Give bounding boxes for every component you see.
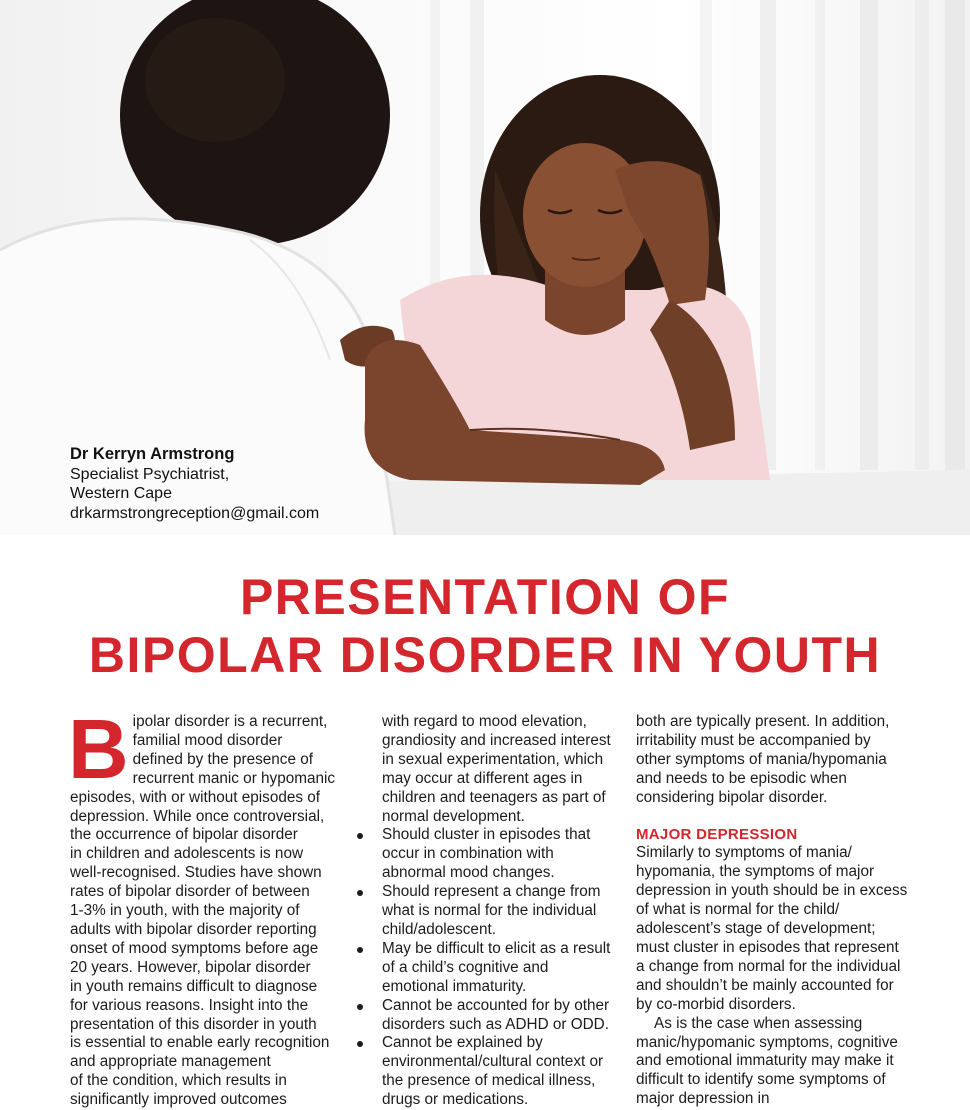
body-line: 1-3% in youth, with the majority of	[70, 902, 300, 920]
hero-photo	[0, 0, 970, 535]
column-3-paragraph-2: Similarly to symptoms of mania/ hypomania, the symptoms of major depression in youth should be in excess of what is normal for the child/ adolescent’s stage of development; must cluster in episodes that represent a change from normal for the individual and shouldn’t be mainly accounted for by co-morbid disorders.	[636, 844, 908, 1013]
title-line-2: BIPOLAR DISORDER IN YOUTH	[88, 627, 882, 683]
body-line: of the condition, which results in	[70, 1072, 287, 1090]
body-line: in youth remains difficult to diagnose	[70, 977, 318, 995]
body-line: recurrent manic or hypomanic	[132, 769, 336, 787]
list-item: Should cluster in episodes that occur in combination with abnormal mood changes.	[354, 826, 616, 883]
body-line: is essential to enable early recognition	[70, 1034, 330, 1052]
body-line: ipolar disorder is a recurrent,	[132, 713, 328, 730]
body-line: episodes, with or without episodes of	[70, 788, 320, 806]
author-region: Western Cape	[70, 485, 172, 502]
article-title	[0, 568, 970, 684]
criteria-list	[354, 826, 616, 1110]
section-heading-major-depression: MAJOR DEPRESSION	[636, 825, 798, 843]
body-line: familial mood disorder	[132, 731, 283, 749]
body-line: onset of mood symptoms before age	[70, 939, 319, 957]
body-line: for various reasons. Insight into the	[70, 996, 309, 1014]
title-line-1: PRESENTATION OF	[239, 569, 731, 625]
column-3-paragraph-1: both are typically present. In addition, irritability must be accompanied by other symptoms of mania/hypomania and needs to be episodic when considering bipolar disorder.	[636, 713, 890, 806]
author-email[interactable]: drkarmstrongreception@gmail.com	[70, 504, 320, 522]
body-line: the occurrence of bipolar disorder	[70, 826, 298, 844]
author-title: Specialist Psychiatrist,	[70, 465, 230, 483]
column-2-lead: with regard to mood elevation, grandiosity and increased interest in sexual experimentation, which may occur at different ages in children and teenagers as part of normal development.	[382, 713, 611, 825]
body-line: defined by the presence of	[132, 750, 313, 768]
author-block	[70, 445, 390, 523]
body-line: in children and adolescents is now	[70, 845, 303, 863]
list-item: Cannot be accounted for by other disorders such as ADHD or ODD.	[354, 997, 616, 1035]
column-3-paragraph-3: As is the case when assessing manic/hypomanic symptoms, cognitive and emotional immaturity may make it difficult to identify some symptoms of major depression in	[636, 1014, 898, 1108]
list-item: Cannot be explained by environmental/cultural context or the presence of medical illness, drugs or medications.	[354, 1034, 616, 1110]
body-line: rates of bipolar disorder of between	[70, 883, 310, 901]
column-2	[354, 713, 616, 1110]
list-item: May be difficult to elicit as a result of a child’s cognitive and emotional immaturity.	[354, 940, 616, 997]
body-line: depression. While once controversial,	[70, 807, 325, 825]
body-line: adults with bipolar disorder reporting	[70, 920, 317, 938]
body-line: presentation of this disorder in youth	[70, 1015, 317, 1033]
body-line: 20 years. However, bipolar disorder	[70, 958, 311, 976]
body-line: well-recognised. Studies have shown	[70, 864, 322, 882]
body-line: significantly improved outcomes	[70, 1091, 287, 1109]
dropcap-letter: B	[68, 702, 129, 796]
column-1	[68, 702, 336, 1110]
author-name: Dr Kerryn Armstrong	[70, 445, 235, 463]
column-3	[636, 713, 908, 1109]
list-item: Should represent a change from what is normal for the individual child/adolescent.	[354, 883, 616, 940]
body-line: and appropriate management	[70, 1053, 271, 1071]
